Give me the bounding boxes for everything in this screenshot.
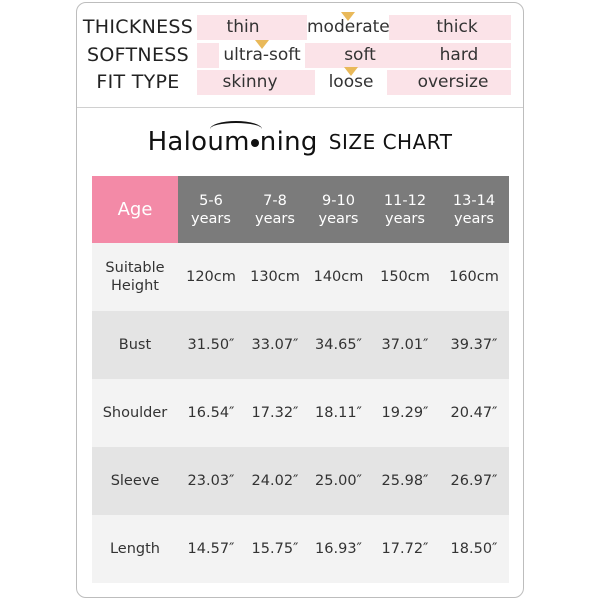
table-row-shoulder (92, 379, 509, 447)
age-header-cell: Age (92, 176, 178, 243)
table-row-sleeve (92, 447, 509, 515)
row-label-line: Height (111, 278, 159, 294)
row-label-line: Suitable (105, 260, 165, 276)
age-range: 5-6 (199, 192, 223, 209)
table-row-length (92, 515, 509, 583)
age-column-header (439, 176, 509, 243)
size-chart-label: SIZE CHART (328, 130, 453, 154)
table-cell: 16.54″ (187, 405, 235, 421)
age-column-header (371, 176, 439, 243)
table-cell: 160cm (449, 269, 499, 285)
sun-icon (251, 139, 259, 147)
chart-title (77, 127, 523, 163)
age-unit: years (255, 210, 295, 227)
attr-option-selected (307, 15, 389, 40)
age-column-header (244, 176, 306, 243)
attr-option-bar (197, 43, 511, 68)
table-cell: 25.00″ (315, 473, 362, 489)
row-label: Bust (118, 337, 152, 353)
size-table (92, 176, 509, 583)
attr-option-label: moderate (307, 17, 390, 37)
selected-marker-icon (255, 40, 269, 49)
attr-option: thin (226, 17, 260, 37)
attr-option: skinny (222, 72, 278, 92)
table-cell: 31.50″ (187, 337, 235, 353)
brand-arc-icon (210, 121, 262, 137)
age-range: 7-8 (263, 192, 287, 209)
age-range: 11-12 (383, 192, 427, 209)
brand-logo (148, 127, 318, 157)
table-cell: 14.57″ (187, 541, 235, 557)
selected-marker-icon (341, 12, 355, 21)
table-cell: 140cm (313, 269, 364, 285)
attr-row-softness (77, 42, 523, 69)
age-unit: years (318, 210, 359, 227)
table-row-bust (92, 311, 509, 379)
table-cell: 17.32″ (251, 405, 299, 421)
attr-option-label: loose (328, 72, 374, 92)
age-range: 9-10 (322, 192, 355, 209)
age-column-header (306, 176, 371, 243)
attr-option-label: ultra-soft (223, 45, 301, 65)
table-cell: 20.47″ (450, 405, 498, 421)
attr-option-selected (315, 70, 387, 95)
table-cell: 34.65″ (315, 337, 362, 353)
attr-option: soft (344, 45, 376, 65)
attr-option-selected (219, 43, 305, 68)
attr-label: FIT TYPE (96, 71, 180, 93)
age-unit: years (454, 210, 494, 227)
table-cell: 37.01″ (381, 337, 429, 353)
table-cell: 16.93″ (315, 541, 362, 557)
brand-text-left: Haloum (147, 127, 250, 157)
size-chart-card (76, 2, 524, 598)
table-cell: 18.50″ (450, 541, 498, 557)
table-cell: 18.11″ (315, 405, 362, 421)
attr-row-thickness (77, 14, 523, 41)
attr-option-bar (197, 15, 511, 40)
table-cell: 130cm (250, 269, 300, 285)
attr-label: SOFTNESS (87, 44, 189, 66)
table-cell: 26.97″ (450, 473, 498, 489)
table-header-row (92, 176, 509, 243)
row-label (92, 243, 178, 311)
row-label: Shoulder (102, 405, 168, 421)
selected-marker-icon (344, 67, 358, 76)
table-cell: 24.02″ (251, 473, 299, 489)
table-cell: 19.29″ (381, 405, 429, 421)
table-cell: 23.03″ (187, 473, 235, 489)
attribute-panel (77, 3, 523, 103)
table-cell: 25.98″ (381, 473, 429, 489)
table-cell: 33.07″ (251, 337, 299, 353)
attr-option: hard (439, 45, 479, 65)
row-label: Sleeve (110, 473, 160, 489)
table-cell: 150cm (380, 269, 430, 285)
attr-row-fit-type (77, 69, 523, 96)
table-cell: 120cm (186, 269, 236, 285)
table-row-height (92, 243, 509, 311)
section-divider (77, 107, 523, 108)
attr-option: thick (436, 17, 478, 37)
age-unit: years (191, 210, 231, 227)
attr-label: THICKNESS (82, 16, 194, 38)
age-range: 13-14 (452, 192, 496, 209)
age-column-header (178, 176, 244, 243)
row-label: Length (109, 541, 160, 557)
table-cell: 17.72″ (381, 541, 429, 557)
brand-text-right: ning (259, 127, 318, 157)
attr-option-bar (197, 70, 511, 95)
table-cell: 15.75″ (251, 541, 299, 557)
age-unit: years (385, 210, 425, 227)
attr-option: oversize (417, 72, 489, 92)
table-cell: 39.37″ (450, 337, 498, 353)
